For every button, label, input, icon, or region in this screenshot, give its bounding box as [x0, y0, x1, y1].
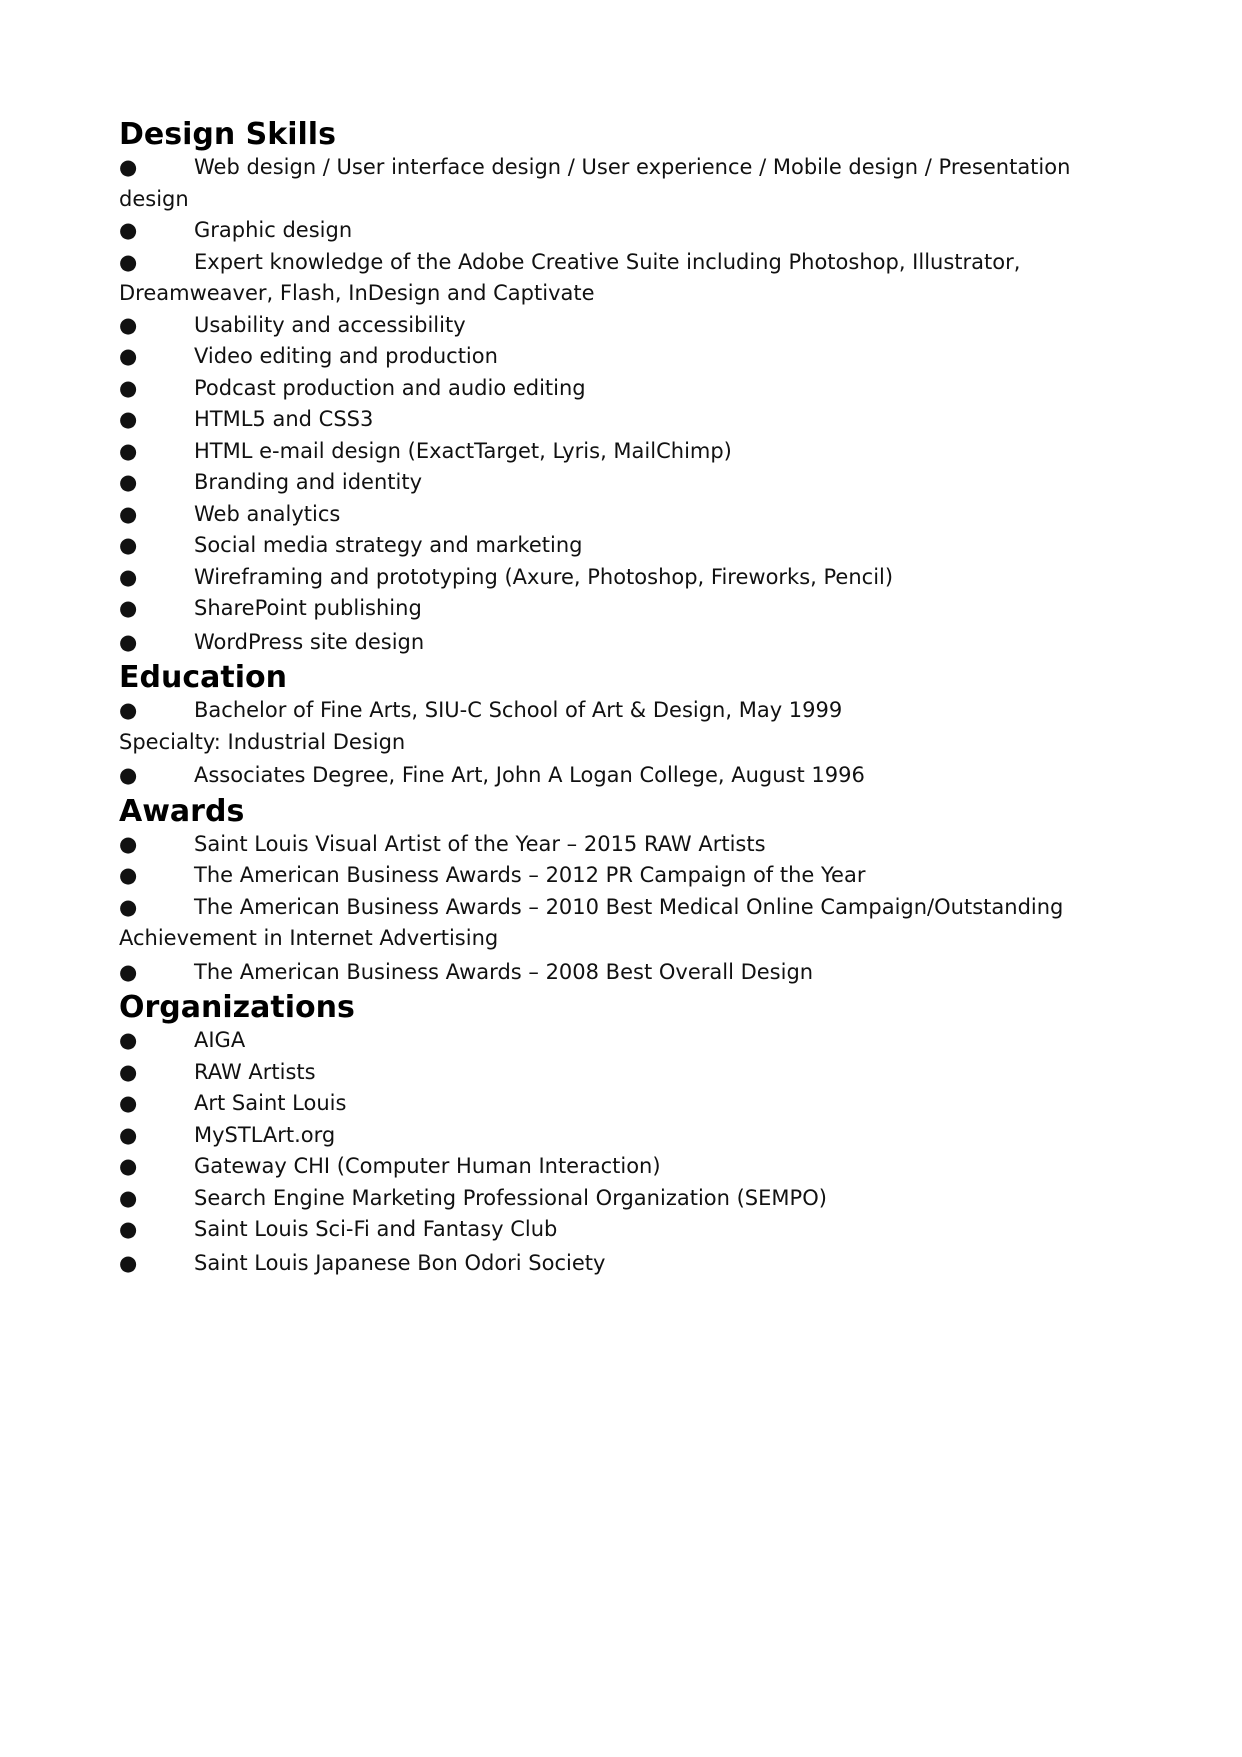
- education-specialty-note: Specialty: Industrial Design: [119, 729, 406, 754]
- list-item: ● Social media strategy and marketing: [119, 530, 1142, 562]
- list-item: ● Branding and identity: [119, 467, 1142, 499]
- bullet-icon: ●: [119, 1250, 138, 1275]
- list-item: ● Video editing and production: [119, 341, 1142, 373]
- list-item: ● Web analytics: [119, 499, 1142, 531]
- organizations-list: [119, 1025, 1142, 1279]
- education-section: [119, 661, 1142, 792]
- bullet-icon: ●: [119, 564, 138, 589]
- bullet-icon: ●: [119, 533, 138, 557]
- bullet-icon: ●: [119, 629, 138, 654]
- list-item: ● Gateway CHI (Computer Human Interaction): [119, 1151, 1142, 1183]
- list-item: ● Bachelor of Fine Arts, SIU-C School of Art & Design, May 1999: [119, 695, 1142, 727]
- list-item: ● AIGA: [119, 1025, 1142, 1057]
- section-heading-education: Education: [119, 660, 287, 695]
- list-item: ● HTML5 and CSS3: [119, 404, 1142, 436]
- education-list: [119, 695, 1142, 727]
- bullet-icon: ●: [119, 501, 138, 526]
- list-item: ● Web design / User interface design / User experience / Mobile design / Presentation design: [119, 152, 1142, 215]
- section-heading-organizations: Organizations: [119, 990, 355, 1025]
- list-item: ● Art Saint Louis: [119, 1088, 1142, 1120]
- bullet-icon: ●: [119, 959, 138, 984]
- bullet-icon: ●: [119, 894, 138, 919]
- bullet-icon: ●: [119, 344, 138, 368]
- awards-list: [119, 829, 1142, 989]
- bullet-icon: ●: [119, 438, 138, 463]
- education-list-continued: [119, 760, 1142, 792]
- design-skills-list: [119, 152, 1142, 658]
- bullet-icon: ●: [119, 1154, 138, 1178]
- bullet-icon: ●: [119, 218, 138, 242]
- bullet-icon: ●: [119, 1122, 138, 1147]
- bullet-icon: ●: [119, 470, 138, 494]
- list-item: ● MySTLArt.org: [119, 1120, 1142, 1152]
- bullet-icon: ●: [119, 1028, 138, 1052]
- list-item: ● The American Business Awards – 2012 PR Campaign of the Year: [119, 860, 1142, 892]
- bullet-icon: ●: [119, 763, 138, 787]
- bullet-icon: ●: [119, 407, 138, 431]
- bullet-icon: ●: [119, 1185, 138, 1210]
- bullet-icon: ●: [119, 831, 138, 856]
- bullet-icon: ●: [119, 698, 138, 722]
- list-item: ● WordPress site design: [119, 627, 1142, 659]
- bullet-icon: ●: [119, 596, 138, 620]
- list-item: ● The American Business Awards – 2010 Best Medical Online Campaign/Outstanding Achievement in Internet Advertising: [119, 892, 1142, 955]
- list-item: ● Search Engine Marketing Professional Organization (SEMPO): [119, 1183, 1142, 1215]
- bullet-icon: ●: [119, 1091, 138, 1115]
- list-item: ● Saint Louis Visual Artist of the Year – 2015 RAW Artists: [119, 829, 1142, 861]
- list-item: ● SharePoint publishing: [119, 593, 1142, 625]
- list-item: ● Associates Degree, Fine Art, John A Logan College, August 1996: [119, 760, 1142, 792]
- bullet-icon: ●: [119, 375, 138, 400]
- list-item: ● Saint Louis Japanese Bon Odori Society: [119, 1248, 1142, 1280]
- bullet-icon: ●: [119, 155, 138, 179]
- list-item: ● The American Business Awards – 2008 Best Overall Design: [119, 957, 1142, 989]
- design-skills-section: [119, 118, 1142, 658]
- section-heading-design-skills: Design Skills: [119, 117, 336, 152]
- bullet-icon: ●: [119, 249, 138, 274]
- list-item: ● Saint Louis Sci-Fi and Fantasy Club: [119, 1214, 1142, 1246]
- awards-section: [119, 795, 1142, 989]
- bullet-icon: ●: [119, 1217, 138, 1241]
- bullet-icon: ●: [119, 863, 138, 887]
- list-item: ● Podcast production and audio editing: [119, 373, 1142, 405]
- list-item: ● Usability and accessibility: [119, 310, 1142, 342]
- list-item: ● RAW Artists: [119, 1057, 1142, 1089]
- section-heading-awards: Awards: [119, 793, 245, 829]
- list-item: ● Graphic design: [119, 215, 1142, 247]
- list-item: ● Wireframing and prototyping (Axure, Photoshop, Fireworks, Pencil): [119, 562, 1142, 594]
- organizations-section: [119, 991, 1142, 1279]
- list-item: ● Expert knowledge of the Adobe Creative Suite including Photoshop, Illustrator, Dreamweaver, Flash, InDesign and Captivate: [119, 247, 1142, 310]
- bullet-icon: ●: [119, 1059, 138, 1084]
- bullet-icon: ●: [119, 312, 138, 337]
- list-item: ● HTML e-mail design (ExactTarget, Lyris, MailChimp): [119, 436, 1142, 468]
